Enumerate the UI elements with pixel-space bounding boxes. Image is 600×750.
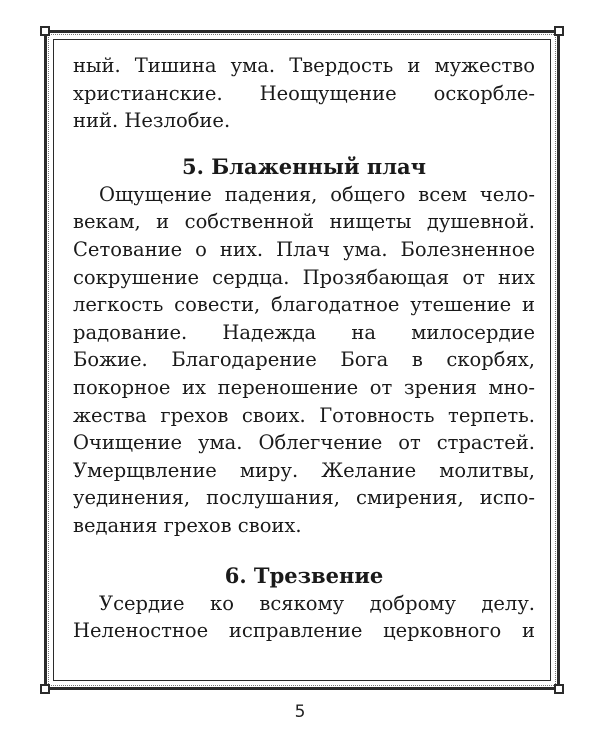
text-line: ний. Незлобие. [73, 109, 231, 133]
border-corner-ornament [554, 26, 564, 36]
text-line: уединения, послушания, смирения, испо- [73, 486, 535, 510]
text-line: Очищение ума. Облегчение от страстей. [73, 431, 535, 455]
text-line: Божие. Благодарение Бога в скорбях, [73, 348, 535, 372]
text-line: жества грехов своих. Готовность терпеть. [73, 403, 535, 427]
text-line: покорное их переношение от зрения мно- [73, 375, 535, 399]
text-line: легкость совести, благодатное утешение и [73, 293, 535, 317]
text-line: Неленостное исправление церковного и [73, 619, 535, 643]
text-line: радование. Надежда на милосердие [73, 320, 535, 344]
section-heading-6: 6. Трезвение [224, 562, 384, 588]
text-line: Сетование о них. Плач ума. Болезненное [73, 237, 535, 261]
text-line: сокрушение сердца. Прозябающая от них [73, 265, 535, 289]
section-6-paragraph [73, 590, 535, 645]
border-corner-ornament [554, 684, 564, 694]
text-line: Умерщвление миру. Желание молитвы, [73, 458, 535, 482]
section-5-paragraph [73, 181, 535, 540]
text-line: христианские. Неощущение оскорбле- [73, 81, 535, 105]
page-content [73, 52, 535, 645]
border-corner-ornament [40, 684, 50, 694]
page-number: 5 [294, 702, 306, 722]
intro-paragraph [73, 52, 535, 135]
border-corner-ornament [40, 26, 50, 36]
text-line: векам, и собственной нищеты душевной. [73, 210, 535, 234]
text-line: ведания грехов своих. [73, 513, 302, 537]
text-line: ный. Тишина ума. Твердость и мужество [73, 54, 535, 77]
section-heading-5: 5. Блаженный плач [182, 153, 426, 179]
text-line: Ощущение падения, общего всем чело- [99, 182, 535, 206]
text-line: Усердие ко всякому доброму делу. [99, 591, 535, 615]
